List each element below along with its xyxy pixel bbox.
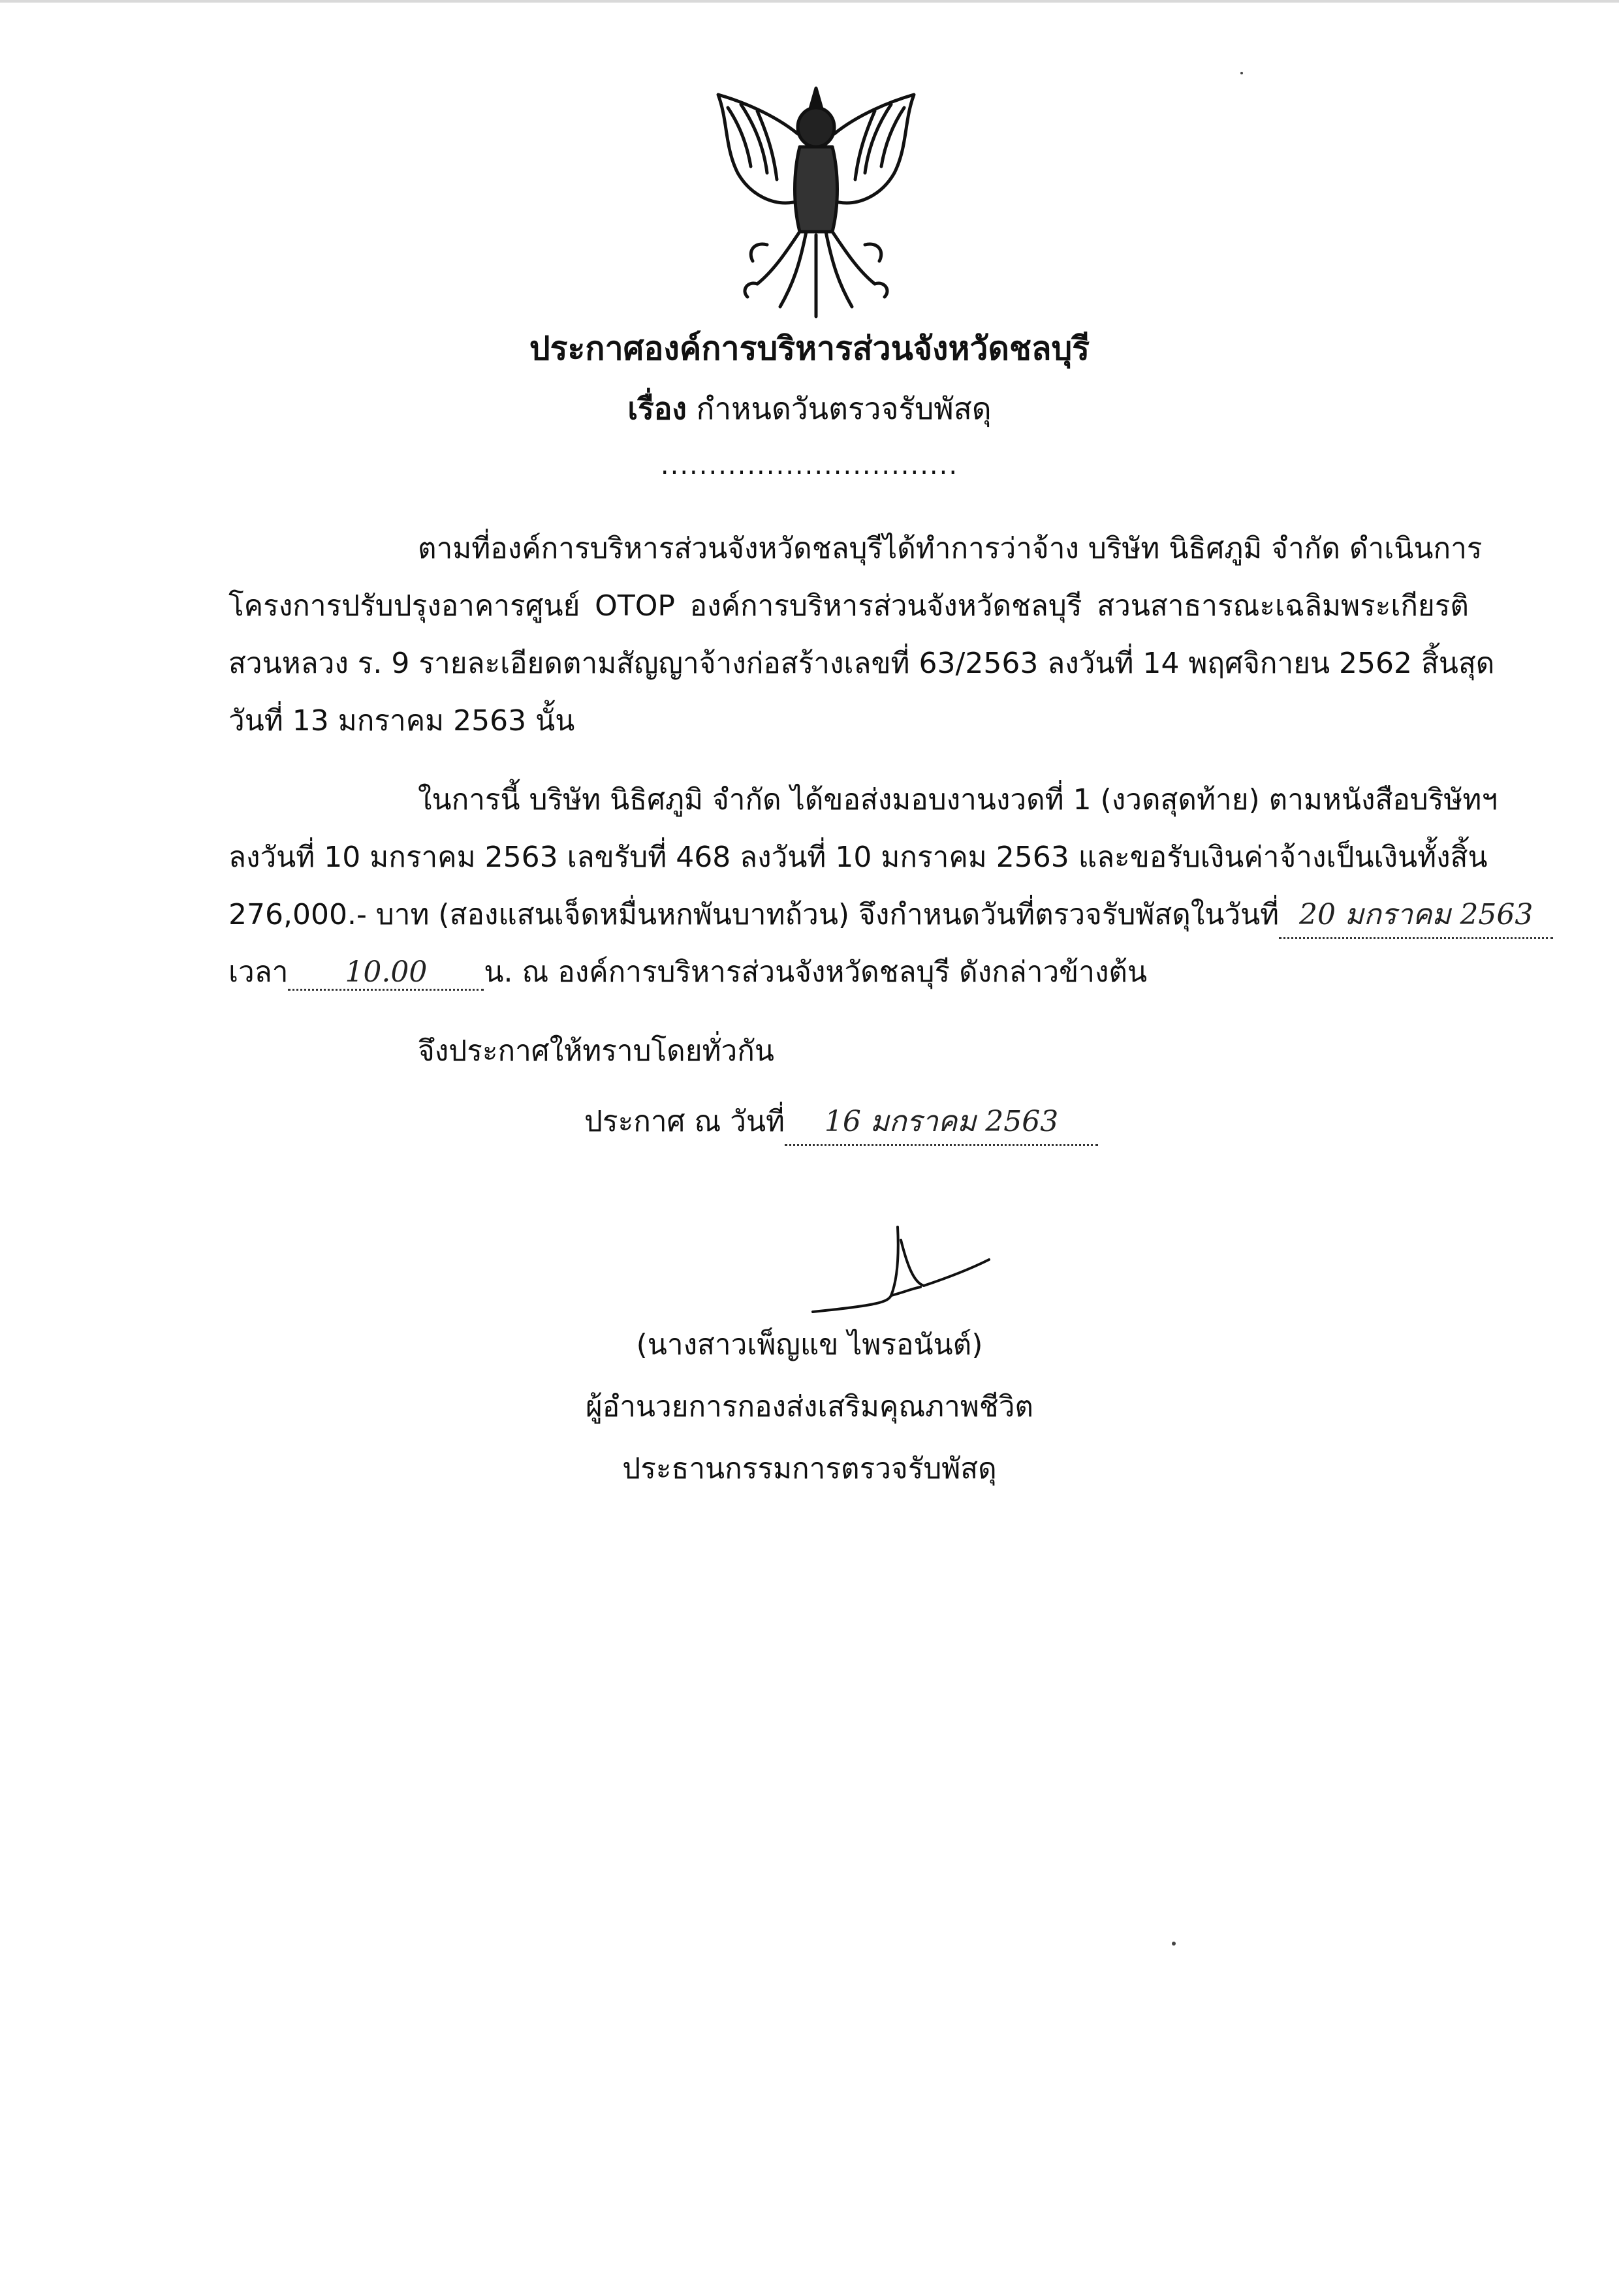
paragraph2-line4-text: น. ณ องค์การบริหารส่วนจังหวัดชลบุรี ดังกล่าวข้างต้น <box>484 955 1148 989</box>
scan-speck <box>1172 1942 1176 1946</box>
subject-label: เรื่อง <box>627 391 687 426</box>
separator-dots: ............................... <box>660 450 959 480</box>
paragraph2-line3-text: 276,000.- บาท (สองแสนเจ็ดหมื่นหกพันบาทถ้วน) จึงกำหนดวันที่ตรวจรับพัสดุในวันที่ <box>228 898 1280 931</box>
signatory-name: (นางสาวเพ็ญแข ไพรอนันต์) <box>636 1328 983 1361</box>
paragraph1-line4: วันที่ 13 มกราคม 2563 นั้น <box>228 704 575 737</box>
time-handwritten: 10.00 <box>288 955 484 991</box>
announced-date-handwritten: 16 มกราคม 2563 <box>785 1098 1098 1146</box>
signatory-position: ผู้อำนวยการกองส่งเสริมคุณภาพชีวิต <box>586 1390 1033 1423</box>
scan-speck <box>1240 72 1243 74</box>
announcement-subject <box>0 385 1619 433</box>
subject-text: กำหนดวันตรวจรับพัสดุ <box>696 391 992 426</box>
signature-image <box>793 1214 1015 1331</box>
garuda-emblem-icon <box>702 75 930 323</box>
paragraph2-line2: ลงวันที่ 10 มกราคม 2563 เลขรับที่ 468 ลงวันที่ 10 มกราคม 2563 และขอรับเงินค่าจ้างเป็นเงินทั้งสิ้น <box>228 841 1488 874</box>
paragraph2-line4 <box>228 949 1469 995</box>
time-label: เวลา <box>228 955 289 989</box>
paragraph2-line1: ในการนี้ บริษัท นิธิศภูมิ จำกัด ได้ขอส่งมอบงานงวดที่ 1 (งวดสุดท้าย) ตามหนังสือบริษัทฯ <box>418 783 1498 816</box>
scan-edge-line <box>0 0 1619 3</box>
paragraph2-line3 <box>228 892 1533 939</box>
paragraph1-line2: โครงการปรับปรุงอาคารศูนย์ OTOP องค์การบริหารส่วนจังหวัดชลบุรี สวนสาธารณะเฉลิมพระเกียรติ <box>228 589 1469 623</box>
announced-label: ประกาศ ณ วันที่ <box>584 1105 785 1138</box>
paragraph1-line1: ตามที่องค์การบริหารส่วนจังหวัดชลบุรีได้ทำการว่าจ้าง บริษัท นิธิศภูมิ จำกัด ดำเนินการ <box>418 532 1483 565</box>
paragraph1-line3: สวนหลวง ร. 9 รายละเอียดตามสัญญาจ้างก่อสร้างเลขที่ 63/2563 ลงวันที่ 14 พฤศจิกายน 2562 สิ้นสุด <box>228 647 1495 680</box>
announcement-title: ประกาศองค์การบริหารส่วนจังหวัดชลบุรี <box>529 330 1090 367</box>
closing-line: จึงประกาศให้ทราบโดยทั่วกัน <box>418 1034 774 1068</box>
inspection-date-handwritten: 20 มกราคม 2563 <box>1279 892 1553 939</box>
signatory-role: ประธานกรรมการตรวจรับพัสดุ <box>622 1452 997 1485</box>
announced-date-line <box>584 1098 1098 1146</box>
